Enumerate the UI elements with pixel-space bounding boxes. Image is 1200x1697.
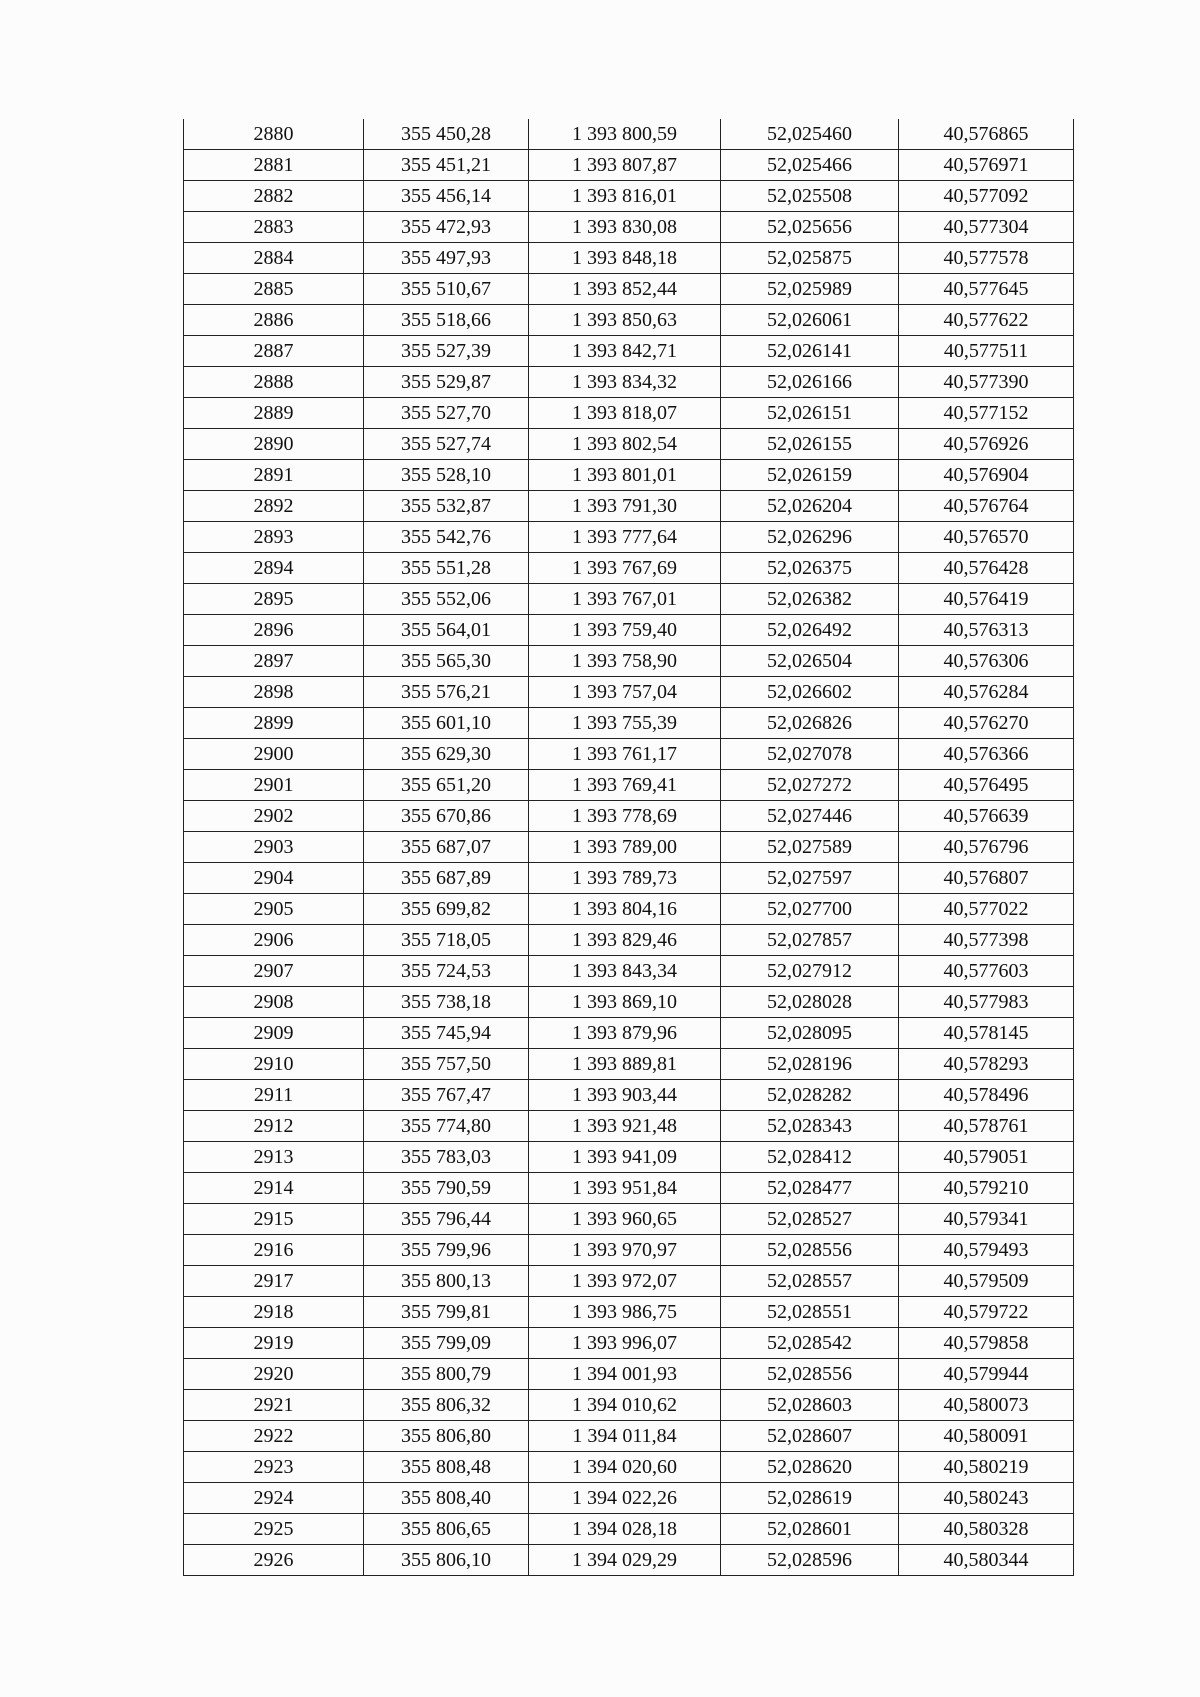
latitude-cell: 52,028601 — [721, 1514, 899, 1545]
table-row — [184, 553, 1074, 584]
y-coordinate-cell: 1 393 869,10 — [529, 987, 721, 1018]
point-number-cell: 2912 — [184, 1111, 364, 1142]
point-number-cell: 2895 — [184, 584, 364, 615]
y-coordinate-cell: 1 393 972,07 — [529, 1266, 721, 1297]
longitude-cell: 40,580344 — [899, 1545, 1074, 1576]
point-number-cell: 2886 — [184, 305, 364, 336]
longitude-cell: 40,577622 — [899, 305, 1074, 336]
x-coordinate-cell: 355 687,07 — [364, 832, 529, 863]
longitude-cell: 40,579493 — [899, 1235, 1074, 1266]
table-row — [184, 1452, 1074, 1483]
x-coordinate-cell: 355 451,21 — [364, 150, 529, 181]
longitude-cell: 40,578496 — [899, 1080, 1074, 1111]
x-coordinate-cell: 355 450,28 — [364, 119, 529, 150]
table-row — [184, 1049, 1074, 1080]
table-row — [184, 150, 1074, 181]
table-row — [184, 1421, 1074, 1452]
table-row — [184, 336, 1074, 367]
latitude-cell: 52,027597 — [721, 863, 899, 894]
longitude-cell: 40,580073 — [899, 1390, 1074, 1421]
table-row — [184, 367, 1074, 398]
table-row — [184, 956, 1074, 987]
point-number-cell: 2902 — [184, 801, 364, 832]
latitude-cell: 52,026155 — [721, 429, 899, 460]
point-number-cell: 2915 — [184, 1204, 364, 1235]
longitude-cell: 40,580328 — [899, 1514, 1074, 1545]
x-coordinate-cell: 355 651,20 — [364, 770, 529, 801]
y-coordinate-cell: 1 393 789,73 — [529, 863, 721, 894]
y-coordinate-cell: 1 393 852,44 — [529, 274, 721, 305]
longitude-cell: 40,577578 — [899, 243, 1074, 274]
point-number-cell: 2906 — [184, 925, 364, 956]
x-coordinate-cell: 355 718,05 — [364, 925, 529, 956]
longitude-cell: 40,577304 — [899, 212, 1074, 243]
latitude-cell: 52,025466 — [721, 150, 899, 181]
y-coordinate-cell: 1 393 996,07 — [529, 1328, 721, 1359]
latitude-cell: 52,028557 — [721, 1266, 899, 1297]
point-number-cell: 2905 — [184, 894, 364, 925]
latitude-cell: 52,027589 — [721, 832, 899, 863]
table-row — [184, 1390, 1074, 1421]
longitude-cell: 40,576419 — [899, 584, 1074, 615]
latitude-cell: 52,026204 — [721, 491, 899, 522]
x-coordinate-cell: 355 552,06 — [364, 584, 529, 615]
latitude-cell: 52,026382 — [721, 584, 899, 615]
y-coordinate-cell: 1 393 879,96 — [529, 1018, 721, 1049]
point-number-cell: 2922 — [184, 1421, 364, 1452]
latitude-cell: 52,028556 — [721, 1235, 899, 1266]
y-coordinate-cell: 1 393 755,39 — [529, 708, 721, 739]
x-coordinate-cell: 355 510,67 — [364, 274, 529, 305]
x-coordinate-cell: 355 800,79 — [364, 1359, 529, 1390]
x-coordinate-cell: 355 800,13 — [364, 1266, 529, 1297]
y-coordinate-cell: 1 393 791,30 — [529, 491, 721, 522]
table-row — [184, 1111, 1074, 1142]
y-coordinate-cell: 1 393 816,01 — [529, 181, 721, 212]
table-row — [184, 1483, 1074, 1514]
y-coordinate-cell: 1 393 818,07 — [529, 398, 721, 429]
x-coordinate-cell: 355 806,32 — [364, 1390, 529, 1421]
point-number-cell: 2884 — [184, 243, 364, 274]
latitude-cell: 52,027078 — [721, 739, 899, 770]
x-coordinate-cell: 355 532,87 — [364, 491, 529, 522]
latitude-cell: 52,027912 — [721, 956, 899, 987]
y-coordinate-cell: 1 394 029,29 — [529, 1545, 721, 1576]
y-coordinate-cell: 1 393 970,97 — [529, 1235, 721, 1266]
y-coordinate-cell: 1 393 802,54 — [529, 429, 721, 460]
longitude-cell: 40,577390 — [899, 367, 1074, 398]
y-coordinate-cell: 1 394 011,84 — [529, 1421, 721, 1452]
y-coordinate-cell: 1 393 986,75 — [529, 1297, 721, 1328]
y-coordinate-cell: 1 393 778,69 — [529, 801, 721, 832]
table-row — [184, 1328, 1074, 1359]
x-coordinate-cell: 355 699,82 — [364, 894, 529, 925]
table-row — [184, 305, 1074, 336]
latitude-cell: 52,026504 — [721, 646, 899, 677]
point-number-cell: 2920 — [184, 1359, 364, 1390]
longitude-cell: 40,579944 — [899, 1359, 1074, 1390]
y-coordinate-cell: 1 393 941,09 — [529, 1142, 721, 1173]
x-coordinate-cell: 355 551,28 — [364, 553, 529, 584]
longitude-cell: 40,576796 — [899, 832, 1074, 863]
y-coordinate-cell: 1 393 807,87 — [529, 150, 721, 181]
longitude-cell: 40,577398 — [899, 925, 1074, 956]
x-coordinate-cell: 355 527,74 — [364, 429, 529, 460]
latitude-cell: 52,028095 — [721, 1018, 899, 1049]
table-row — [184, 1514, 1074, 1545]
x-coordinate-cell: 355 799,81 — [364, 1297, 529, 1328]
latitude-cell: 52,027446 — [721, 801, 899, 832]
table-row — [184, 801, 1074, 832]
y-coordinate-cell: 1 393 757,04 — [529, 677, 721, 708]
x-coordinate-cell: 355 808,48 — [364, 1452, 529, 1483]
longitude-cell: 40,577603 — [899, 956, 1074, 987]
table-row — [184, 429, 1074, 460]
point-number-cell: 2890 — [184, 429, 364, 460]
latitude-cell: 52,028527 — [721, 1204, 899, 1235]
longitude-cell: 40,578761 — [899, 1111, 1074, 1142]
point-number-cell: 2889 — [184, 398, 364, 429]
point-number-cell: 2894 — [184, 553, 364, 584]
y-coordinate-cell: 1 393 848,18 — [529, 243, 721, 274]
longitude-cell: 40,576313 — [899, 615, 1074, 646]
y-coordinate-cell: 1 393 800,59 — [529, 119, 721, 150]
x-coordinate-cell: 355 799,96 — [364, 1235, 529, 1266]
latitude-cell: 52,026159 — [721, 460, 899, 491]
point-number-cell: 2882 — [184, 181, 364, 212]
x-coordinate-cell: 355 808,40 — [364, 1483, 529, 1514]
x-coordinate-cell: 355 724,53 — [364, 956, 529, 987]
y-coordinate-cell: 1 394 010,62 — [529, 1390, 721, 1421]
y-coordinate-cell: 1 393 767,69 — [529, 553, 721, 584]
point-number-cell: 2909 — [184, 1018, 364, 1049]
coordinate-table-body — [184, 119, 1074, 1576]
longitude-cell: 40,576570 — [899, 522, 1074, 553]
table-row — [184, 1018, 1074, 1049]
table-row — [184, 770, 1074, 801]
table-row — [184, 1359, 1074, 1390]
longitude-cell: 40,576428 — [899, 553, 1074, 584]
x-coordinate-cell: 355 687,89 — [364, 863, 529, 894]
y-coordinate-cell: 1 393 804,16 — [529, 894, 721, 925]
latitude-cell: 52,025989 — [721, 274, 899, 305]
longitude-cell: 40,577092 — [899, 181, 1074, 212]
latitude-cell: 52,027272 — [721, 770, 899, 801]
table-row — [184, 739, 1074, 770]
coordinate-table — [183, 119, 1074, 1576]
table-row — [184, 522, 1074, 553]
longitude-cell: 40,576807 — [899, 863, 1074, 894]
point-number-cell: 2921 — [184, 1390, 364, 1421]
y-coordinate-cell: 1 394 001,93 — [529, 1359, 721, 1390]
longitude-cell: 40,579858 — [899, 1328, 1074, 1359]
table-row — [184, 584, 1074, 615]
latitude-cell: 52,028551 — [721, 1297, 899, 1328]
point-number-cell: 2910 — [184, 1049, 364, 1080]
y-coordinate-cell: 1 393 843,34 — [529, 956, 721, 987]
point-number-cell: 2883 — [184, 212, 364, 243]
latitude-cell: 52,026296 — [721, 522, 899, 553]
x-coordinate-cell: 355 757,50 — [364, 1049, 529, 1080]
point-number-cell: 2899 — [184, 708, 364, 739]
latitude-cell: 52,028412 — [721, 1142, 899, 1173]
latitude-cell: 52,026602 — [721, 677, 899, 708]
y-coordinate-cell: 1 393 830,08 — [529, 212, 721, 243]
point-number-cell: 2885 — [184, 274, 364, 305]
table-row — [184, 1204, 1074, 1235]
longitude-cell: 40,576904 — [899, 460, 1074, 491]
longitude-cell: 40,577511 — [899, 336, 1074, 367]
x-coordinate-cell: 355 806,65 — [364, 1514, 529, 1545]
point-number-cell: 2919 — [184, 1328, 364, 1359]
y-coordinate-cell: 1 393 759,40 — [529, 615, 721, 646]
table-row — [184, 894, 1074, 925]
longitude-cell: 40,576284 — [899, 677, 1074, 708]
latitude-cell: 52,028596 — [721, 1545, 899, 1576]
latitude-cell: 52,028607 — [721, 1421, 899, 1452]
latitude-cell: 52,025656 — [721, 212, 899, 243]
x-coordinate-cell: 355 565,30 — [364, 646, 529, 677]
y-coordinate-cell: 1 393 951,84 — [529, 1173, 721, 1204]
point-number-cell: 2917 — [184, 1266, 364, 1297]
latitude-cell: 52,026141 — [721, 336, 899, 367]
point-number-cell: 2892 — [184, 491, 364, 522]
table-row — [184, 1235, 1074, 1266]
point-number-cell: 2898 — [184, 677, 364, 708]
point-number-cell: 2923 — [184, 1452, 364, 1483]
point-number-cell: 2893 — [184, 522, 364, 553]
longitude-cell: 40,576306 — [899, 646, 1074, 677]
longitude-cell: 40,579051 — [899, 1142, 1074, 1173]
y-coordinate-cell: 1 393 850,63 — [529, 305, 721, 336]
table-row — [184, 460, 1074, 491]
y-coordinate-cell: 1 393 903,44 — [529, 1080, 721, 1111]
point-number-cell: 2916 — [184, 1235, 364, 1266]
latitude-cell: 52,028028 — [721, 987, 899, 1018]
y-coordinate-cell: 1 393 801,01 — [529, 460, 721, 491]
point-number-cell: 2887 — [184, 336, 364, 367]
longitude-cell: 40,579722 — [899, 1297, 1074, 1328]
point-number-cell: 2880 — [184, 119, 364, 150]
y-coordinate-cell: 1 393 758,90 — [529, 646, 721, 677]
longitude-cell: 40,576639 — [899, 801, 1074, 832]
x-coordinate-cell: 355 790,59 — [364, 1173, 529, 1204]
x-coordinate-cell: 355 527,39 — [364, 336, 529, 367]
table-row — [184, 212, 1074, 243]
longitude-cell: 40,579210 — [899, 1173, 1074, 1204]
latitude-cell: 52,028343 — [721, 1111, 899, 1142]
table-row — [184, 1080, 1074, 1111]
table-row — [184, 1297, 1074, 1328]
point-number-cell: 2914 — [184, 1173, 364, 1204]
x-coordinate-cell: 355 472,93 — [364, 212, 529, 243]
longitude-cell: 40,576865 — [899, 119, 1074, 150]
x-coordinate-cell: 355 456,14 — [364, 181, 529, 212]
longitude-cell: 40,580243 — [899, 1483, 1074, 1514]
table-row — [184, 925, 1074, 956]
table-row — [184, 646, 1074, 677]
latitude-cell: 52,028282 — [721, 1080, 899, 1111]
point-number-cell: 2903 — [184, 832, 364, 863]
y-coordinate-cell: 1 393 921,48 — [529, 1111, 721, 1142]
latitude-cell: 52,028620 — [721, 1452, 899, 1483]
y-coordinate-cell: 1 393 767,01 — [529, 584, 721, 615]
y-coordinate-cell: 1 394 028,18 — [529, 1514, 721, 1545]
x-coordinate-cell: 355 542,76 — [364, 522, 529, 553]
latitude-cell: 52,026151 — [721, 398, 899, 429]
table-row — [184, 491, 1074, 522]
y-coordinate-cell: 1 393 769,41 — [529, 770, 721, 801]
x-coordinate-cell: 355 670,86 — [364, 801, 529, 832]
point-number-cell: 2907 — [184, 956, 364, 987]
y-coordinate-cell: 1 393 761,17 — [529, 739, 721, 770]
point-number-cell: 2901 — [184, 770, 364, 801]
table-row — [184, 863, 1074, 894]
latitude-cell: 52,026061 — [721, 305, 899, 336]
table-row — [184, 832, 1074, 863]
y-coordinate-cell: 1 393 829,46 — [529, 925, 721, 956]
latitude-cell: 52,028477 — [721, 1173, 899, 1204]
point-number-cell: 2913 — [184, 1142, 364, 1173]
table-row — [184, 274, 1074, 305]
longitude-cell: 40,576495 — [899, 770, 1074, 801]
y-coordinate-cell: 1 393 842,71 — [529, 336, 721, 367]
table-row — [184, 1142, 1074, 1173]
table-row — [184, 243, 1074, 274]
y-coordinate-cell: 1 393 960,65 — [529, 1204, 721, 1235]
point-number-cell: 2896 — [184, 615, 364, 646]
x-coordinate-cell: 355 806,10 — [364, 1545, 529, 1576]
longitude-cell: 40,576366 — [899, 739, 1074, 770]
latitude-cell: 52,026826 — [721, 708, 899, 739]
longitude-cell: 40,577152 — [899, 398, 1074, 429]
latitude-cell: 52,028542 — [721, 1328, 899, 1359]
x-coordinate-cell: 355 497,93 — [364, 243, 529, 274]
x-coordinate-cell: 355 783,03 — [364, 1142, 529, 1173]
longitude-cell: 40,578293 — [899, 1049, 1074, 1080]
table-row — [184, 1173, 1074, 1204]
latitude-cell: 52,025508 — [721, 181, 899, 212]
longitude-cell: 40,580219 — [899, 1452, 1074, 1483]
y-coordinate-cell: 1 393 789,00 — [529, 832, 721, 863]
point-number-cell: 2924 — [184, 1483, 364, 1514]
latitude-cell: 52,028603 — [721, 1390, 899, 1421]
table-row — [184, 119, 1074, 150]
point-number-cell: 2881 — [184, 150, 364, 181]
longitude-cell: 40,579509 — [899, 1266, 1074, 1297]
latitude-cell: 52,026492 — [721, 615, 899, 646]
longitude-cell: 40,576764 — [899, 491, 1074, 522]
y-coordinate-cell: 1 393 777,64 — [529, 522, 721, 553]
x-coordinate-cell: 355 796,44 — [364, 1204, 529, 1235]
point-number-cell: 2888 — [184, 367, 364, 398]
point-number-cell: 2904 — [184, 863, 364, 894]
x-coordinate-cell: 355 629,30 — [364, 739, 529, 770]
longitude-cell: 40,577022 — [899, 894, 1074, 925]
latitude-cell: 52,027700 — [721, 894, 899, 925]
longitude-cell: 40,580091 — [899, 1421, 1074, 1452]
x-coordinate-cell: 355 518,66 — [364, 305, 529, 336]
x-coordinate-cell: 355 738,18 — [364, 987, 529, 1018]
x-coordinate-cell: 355 528,10 — [364, 460, 529, 491]
point-number-cell: 2891 — [184, 460, 364, 491]
y-coordinate-cell: 1 393 834,32 — [529, 367, 721, 398]
latitude-cell: 52,028556 — [721, 1359, 899, 1390]
table-row — [184, 181, 1074, 212]
longitude-cell: 40,579341 — [899, 1204, 1074, 1235]
x-coordinate-cell: 355 767,47 — [364, 1080, 529, 1111]
x-coordinate-cell: 355 774,80 — [364, 1111, 529, 1142]
latitude-cell: 52,027857 — [721, 925, 899, 956]
x-coordinate-cell: 355 564,01 — [364, 615, 529, 646]
longitude-cell: 40,576270 — [899, 708, 1074, 739]
table-row — [184, 708, 1074, 739]
x-coordinate-cell: 355 529,87 — [364, 367, 529, 398]
longitude-cell: 40,576926 — [899, 429, 1074, 460]
y-coordinate-cell: 1 394 020,60 — [529, 1452, 721, 1483]
latitude-cell: 52,026375 — [721, 553, 899, 584]
table-row — [184, 398, 1074, 429]
y-coordinate-cell: 1 394 022,26 — [529, 1483, 721, 1514]
table-row — [184, 987, 1074, 1018]
point-number-cell: 2925 — [184, 1514, 364, 1545]
x-coordinate-cell: 355 576,21 — [364, 677, 529, 708]
point-number-cell: 2908 — [184, 987, 364, 1018]
latitude-cell: 52,028196 — [721, 1049, 899, 1080]
x-coordinate-cell: 355 745,94 — [364, 1018, 529, 1049]
latitude-cell: 52,028619 — [721, 1483, 899, 1514]
latitude-cell: 52,025875 — [721, 243, 899, 274]
point-number-cell: 2900 — [184, 739, 364, 770]
x-coordinate-cell: 355 601,10 — [364, 708, 529, 739]
latitude-cell: 52,026166 — [721, 367, 899, 398]
point-number-cell: 2926 — [184, 1545, 364, 1576]
table-row — [184, 1545, 1074, 1576]
longitude-cell: 40,577645 — [899, 274, 1074, 305]
latitude-cell: 52,025460 — [721, 119, 899, 150]
table-row — [184, 1266, 1074, 1297]
point-number-cell: 2918 — [184, 1297, 364, 1328]
point-number-cell: 2911 — [184, 1080, 364, 1111]
longitude-cell: 40,578145 — [899, 1018, 1074, 1049]
y-coordinate-cell: 1 393 889,81 — [529, 1049, 721, 1080]
point-number-cell: 2897 — [184, 646, 364, 677]
longitude-cell: 40,577983 — [899, 987, 1074, 1018]
x-coordinate-cell: 355 527,70 — [364, 398, 529, 429]
table-row — [184, 615, 1074, 646]
table-row — [184, 677, 1074, 708]
x-coordinate-cell: 355 806,80 — [364, 1421, 529, 1452]
x-coordinate-cell: 355 799,09 — [364, 1328, 529, 1359]
longitude-cell: 40,576971 — [899, 150, 1074, 181]
